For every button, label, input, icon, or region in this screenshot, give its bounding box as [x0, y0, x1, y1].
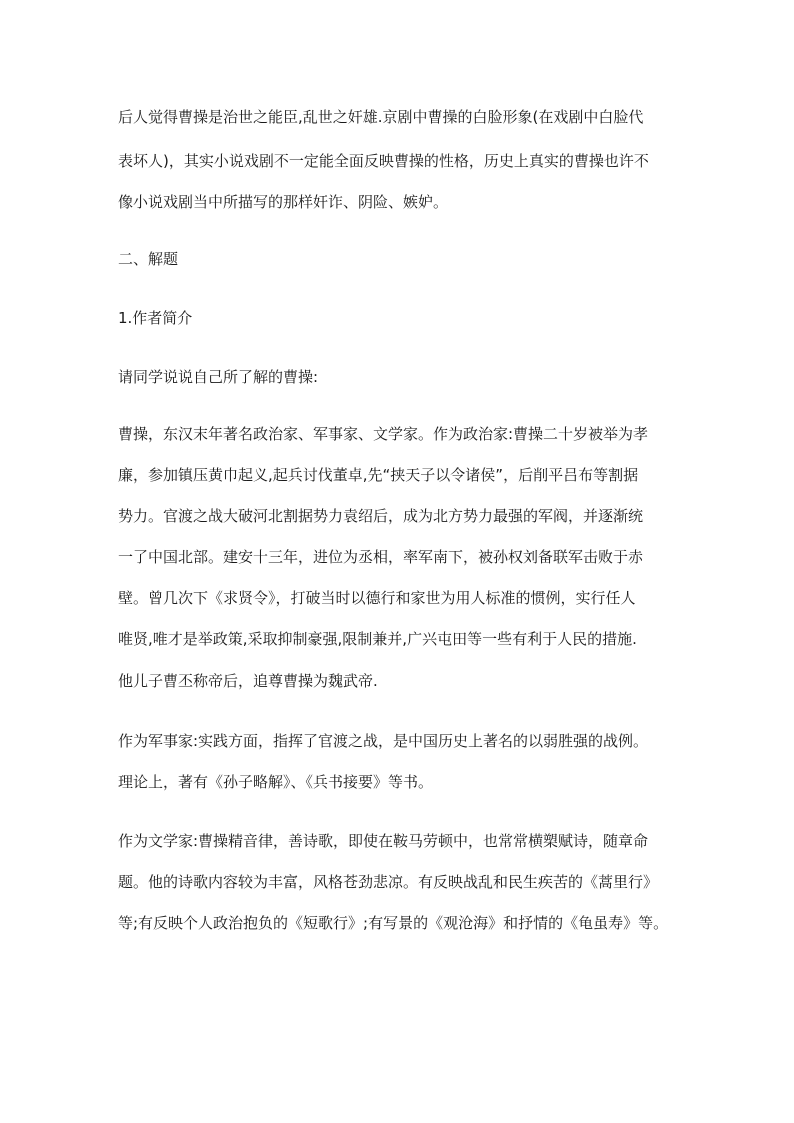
paragraph-line: 作为文学家:曹操精音律，善诗歌，即使在鞍马劳顿中，也常常横槊赋诗，随章命 — [118, 832, 649, 850]
paragraph-line: 作为军事家:实践方面，指挥了官渡之战，是中国历史上著名的以弱胜强的战例。 — [118, 732, 649, 750]
paragraph-line: 请同学说说自己所了解的曹操: — [118, 368, 319, 386]
paragraph-line: 廉，参加镇压黄巾起义,起兵讨伐董卓,先“挟天子以令诸侯”，后削平吕布等割据 — [118, 466, 639, 484]
paragraph-line: 他儿子曹丕称帝后，追尊曹操为魏武帝. — [118, 672, 378, 690]
paragraph-line: 像小说戏剧当中所描写的那样奸诈、阴险、嫉妒。 — [118, 193, 449, 211]
paragraph-line: 后人觉得曹操是治世之能臣,乱世之奸雄.京剧中曹操的白脸形象(在戏剧中白脸代 — [118, 108, 644, 126]
subsection-heading: 1.作者简介 — [118, 309, 193, 327]
paragraph-line: 等;有反映个人政治抱负的《短歌行》;有写景的《观沧海》和抒情的《龟虽寿》等。 — [118, 914, 669, 932]
paragraph-line: 一了中国北部。建安十三年，进位为丞相，率军南下，被孙权刘备联军击败于赤 — [118, 548, 644, 566]
paragraph-line: 壁。曾几次下《求贤令》，打破当时以德行和家世为用人标准的惯例，实行任人 — [118, 589, 636, 607]
section-heading: 二、解题 — [118, 250, 179, 268]
paragraph-line: 势力。官渡之战大破河北割据势力袁绍后，成为北方势力最强的军阀，并逐渐统 — [118, 507, 644, 525]
paragraph-line: 唯贤,唯才是举政策,采取抑制豪强,限制兼并,广兴屯田等一些有利于人民的措施. — [118, 630, 637, 648]
paragraph-line: 表坏人)，其实小说戏剧不一定能全面反映曹操的性格，历史上真实的曹操也许不 — [118, 152, 649, 170]
paragraph-line: 曹操，东汉末年著名政治家、军事家、文学家。作为政治家:曹操二十岁被举为孝 — [118, 425, 649, 443]
paragraph-line: 题。他的诗歌内容较为丰富，风格苍劲悲凉。有反映战乱和民生疾苦的《蒿里行》 — [118, 873, 659, 891]
paragraph-line: 理论上，著有《孙子略解》、《兵书接要》等书。 — [118, 773, 434, 791]
